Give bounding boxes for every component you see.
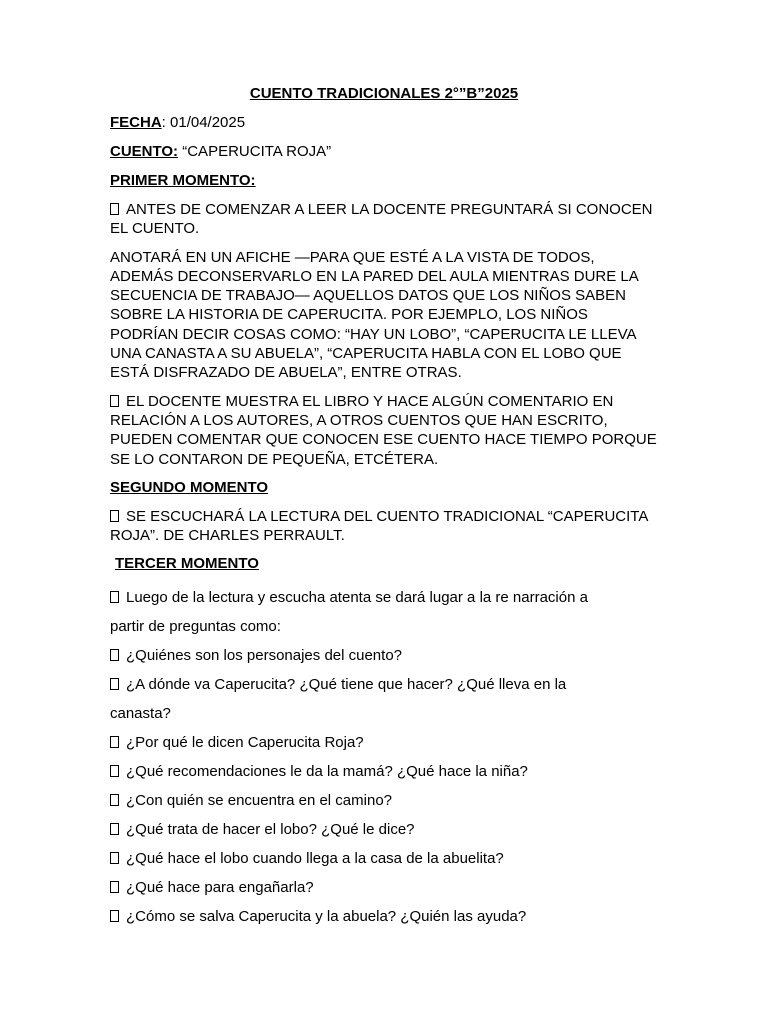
bullet-box-icon: [110, 203, 119, 215]
question-text: ¿Qué recomendaciones le da la mamá? ¿Qué hace la niña?: [126, 763, 528, 781]
paragraph-4: [110, 507, 658, 546]
question-text: canasta?: [110, 705, 171, 723]
question-list: [110, 583, 658, 931]
paragraph-3-text: EL DOCENTE MUESTRA EL LIBRO Y HACE ALGÚN COMENTARIO EN RELACIÓN A LOS AUTORES, A OTROS CUENTOS QUE HAN ESCRITO, PUEDEN COMENTAR QUE CONOCEN ESE CUENTO HACE TIEMPO PORQUE SE LO CONTARON DE PEQUEÑA, ETCÉTERA.: [110, 392, 657, 468]
fecha-line: [110, 113, 658, 133]
question-line: [110, 757, 658, 786]
question-line: [110, 815, 658, 844]
question-line: [110, 612, 658, 641]
question-line: [110, 786, 658, 815]
question-text: ¿Cómo se salva Caperucita y la abuela? ¿Quién las ayuda?: [126, 908, 527, 926]
bullet-box-icon: [110, 765, 119, 777]
primer-momento-heading: PRIMER MOMENTO:: [110, 172, 256, 189]
fecha-value: : 01/04/2025: [161, 114, 246, 131]
bullet-box-icon: [110, 510, 119, 522]
cuento-label: CUENTO:: [110, 143, 179, 160]
document-page: [110, 84, 658, 931]
bullet-box-icon: [110, 678, 119, 690]
question-line: [110, 699, 658, 728]
question-line: [110, 902, 658, 931]
cuento-value: “CAPERUCITA ROJA”: [178, 143, 332, 160]
paragraph-2: ANOTARÁ EN UN AFICHE —PARA QUE ESTÉ A LA VISTA DE TODOS, ADEMÁS DECONSERVARLO EN LA PARED DEL AULA MIENTRAS DURE LA SECUENCIA DE TRABAJO— AQUELLOS DATOS QUE LOS NIÑOS SABEN SOBRE LA HISTORIA DE CAPERUCITA. POR EJEMPLO, LOS NIÑOS PODRÍAN DECIR COSAS COMO: “HAY UN LOBO”, “CAPERUCITA LE LLEVA UNA CANASTA A SU ABUELA”, “CAPERUCITA HABLA CON EL LOBO QUE ESTÁ DISFRAZADO DE ABUELA”, ENTRE OTRAS.: [110, 248, 638, 382]
paragraph-3: [110, 392, 658, 469]
bullet-box-icon: [110, 649, 119, 661]
question-line: [110, 728, 658, 757]
bullet-box-icon: [110, 852, 119, 864]
question-line: [110, 844, 658, 873]
bullet-box-icon: [110, 591, 119, 603]
question-line: [110, 583, 658, 612]
question-text: ¿Qué hace el lobo cuando llega a la casa de la abuelita?: [126, 850, 504, 868]
bullet-box-icon: [110, 910, 119, 922]
question-line: [110, 873, 658, 902]
question-text: ¿Quiénes son los personajes del cuento?: [126, 647, 403, 665]
cuento-line: [110, 142, 658, 162]
bullet-box-icon: [110, 395, 119, 407]
paragraph-1: [110, 200, 658, 239]
segundo-momento-heading: SEGUNDO MOMENTO: [110, 478, 269, 496]
tercer-momento-line: [110, 554, 658, 574]
question-text: ¿A dónde va Caperucita? ¿Qué tiene que hacer? ¿Qué lleva en la: [126, 676, 567, 694]
paragraph-4-text: SE ESCUCHARÁ LA LECTURA DEL CUENTO TRADICIONAL “CAPERUCITA ROJA”. DE CHARLES PERRAULT.: [110, 507, 648, 545]
paragraph-1-text: ANTES DE COMENZAR A LEER LA DOCENTE PREGUNTARÁ SI CONOCEN EL CUENTO.: [110, 201, 653, 238]
question-text: partir de preguntas como:: [110, 618, 281, 636]
document-title: CUENTO TRADICIONALES 2°”B”2025: [249, 85, 519, 102]
question-text: ¿Qué trata de hacer el lobo? ¿Qué le dice?: [126, 821, 415, 839]
question-text: ¿Qué hace para engañarla?: [126, 879, 314, 897]
bullet-box-icon: [110, 794, 119, 806]
bullet-box-icon: [110, 736, 119, 748]
fecha-label: FECHA: [110, 114, 162, 131]
question-text: ¿Con quién se encuentra en el camino?: [126, 792, 393, 810]
question-text: ¿Por qué le dicen Caperucita Roja?: [126, 734, 364, 752]
tercer-momento-heading: TERCER MOMENTO: [115, 555, 259, 573]
question-line: [110, 641, 658, 670]
question-line: [110, 670, 658, 699]
question-text: Luego de la lectura y escucha atenta se dará lugar a la re narración a: [126, 589, 588, 607]
bullet-box-icon: [110, 881, 119, 893]
bullet-box-icon: [110, 823, 119, 835]
